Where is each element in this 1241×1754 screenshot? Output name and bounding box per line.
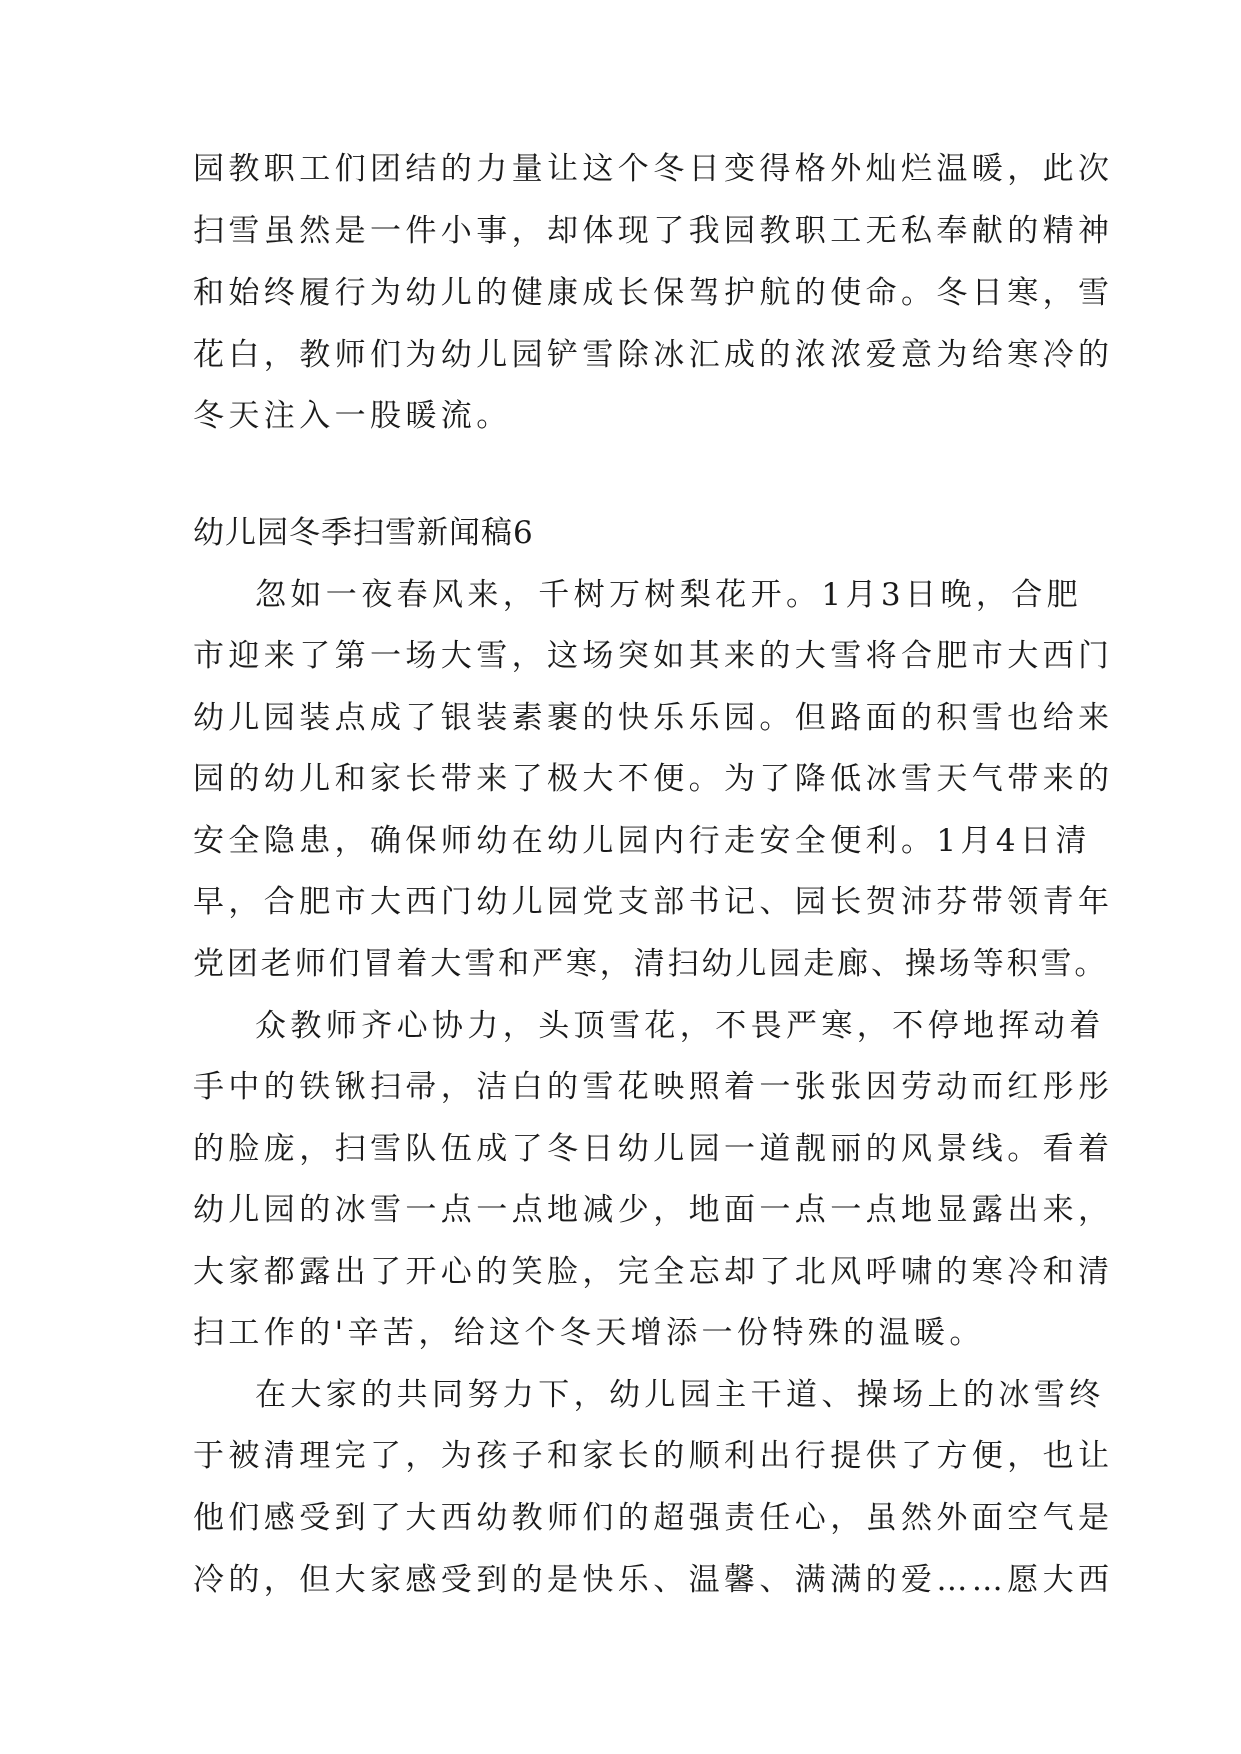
text-line: 忽如一夜春风来，千树万树梨花开。1月3日晚，合肥: [255, 577, 1083, 613]
text-line: 冷的，但大家感受到的是快乐、温馨、满满的爱……愿大西: [193, 1562, 1114, 1598]
text-line: 市迎来了第一场大雪，这场突如其来的大雪将合肥市大西门: [193, 638, 1114, 674]
text-line: 扫雪虽然是一件小事，却体现了我园教职工无私奉献的精神: [193, 213, 1114, 249]
text-line: 和始终履行为幼儿的健康成长保驾护航的使命。冬日寒，雪: [193, 275, 1114, 311]
text-line: 于被清理完了，为孩子和家长的顺利出行提供了方便，也让: [193, 1438, 1114, 1474]
text-line: 园教职工们团结的力量让这个冬日变得格外灿烂温暖，此次: [193, 151, 1114, 187]
text-line: 园的幼儿和家长带来了极大不便。为了降低冰雪天气带来的: [193, 761, 1114, 797]
text-line: 众教师齐心协力，头顶雪花，不畏严寒，不停地挥动着: [255, 1008, 1105, 1044]
text-line: 安全隐患，确保师幼在幼儿园内行走安全便利。1月4日清: [193, 823, 1091, 859]
text-line: 幼儿园的冰雪一点一点地减少，地面一点一点地显露出来，: [193, 1192, 1114, 1228]
text-line: 的脸庞，扫雪队伍成了冬日幼儿园一道靓丽的风景线。看着: [193, 1131, 1114, 1167]
text-line: 在大家的共同努力下，幼儿园主干道、操场上的冰雪终: [255, 1377, 1105, 1413]
text-line: 冬天注入一股暖流。: [193, 398, 512, 434]
text-line: 党团老师们冒着大雪和严寒，清扫幼儿园走廊、操场等积雪。: [193, 946, 1109, 982]
text-line: 花白，教师们为幼儿园铲雪除冰汇成的浓浓爱意为给寒冷的: [193, 337, 1114, 373]
text-line: 扫工作的'辛苦，给这个冬天增添一份特殊的温暖。: [193, 1315, 985, 1351]
section-title: 幼儿园冬季扫雪新闻稿6: [193, 515, 534, 551]
text-line: 手中的铁锹扫帚，洁白的雪花映照着一张张因劳动而红彤彤: [193, 1069, 1114, 1105]
text-line: 早，合肥市大西门幼儿园党支部书记、园长贺沛芬带领青年: [193, 884, 1114, 920]
text-line: 他们感受到了大西幼教师们的超强责任心，虽然外面空气是: [193, 1500, 1114, 1536]
text-line: 大家都露出了开心的笑脸，完全忘却了北风呼啸的寒冷和清: [193, 1254, 1114, 1290]
text-line: 幼儿园装点成了银装素裹的快乐乐园。但路面的积雪也给来: [193, 700, 1114, 736]
